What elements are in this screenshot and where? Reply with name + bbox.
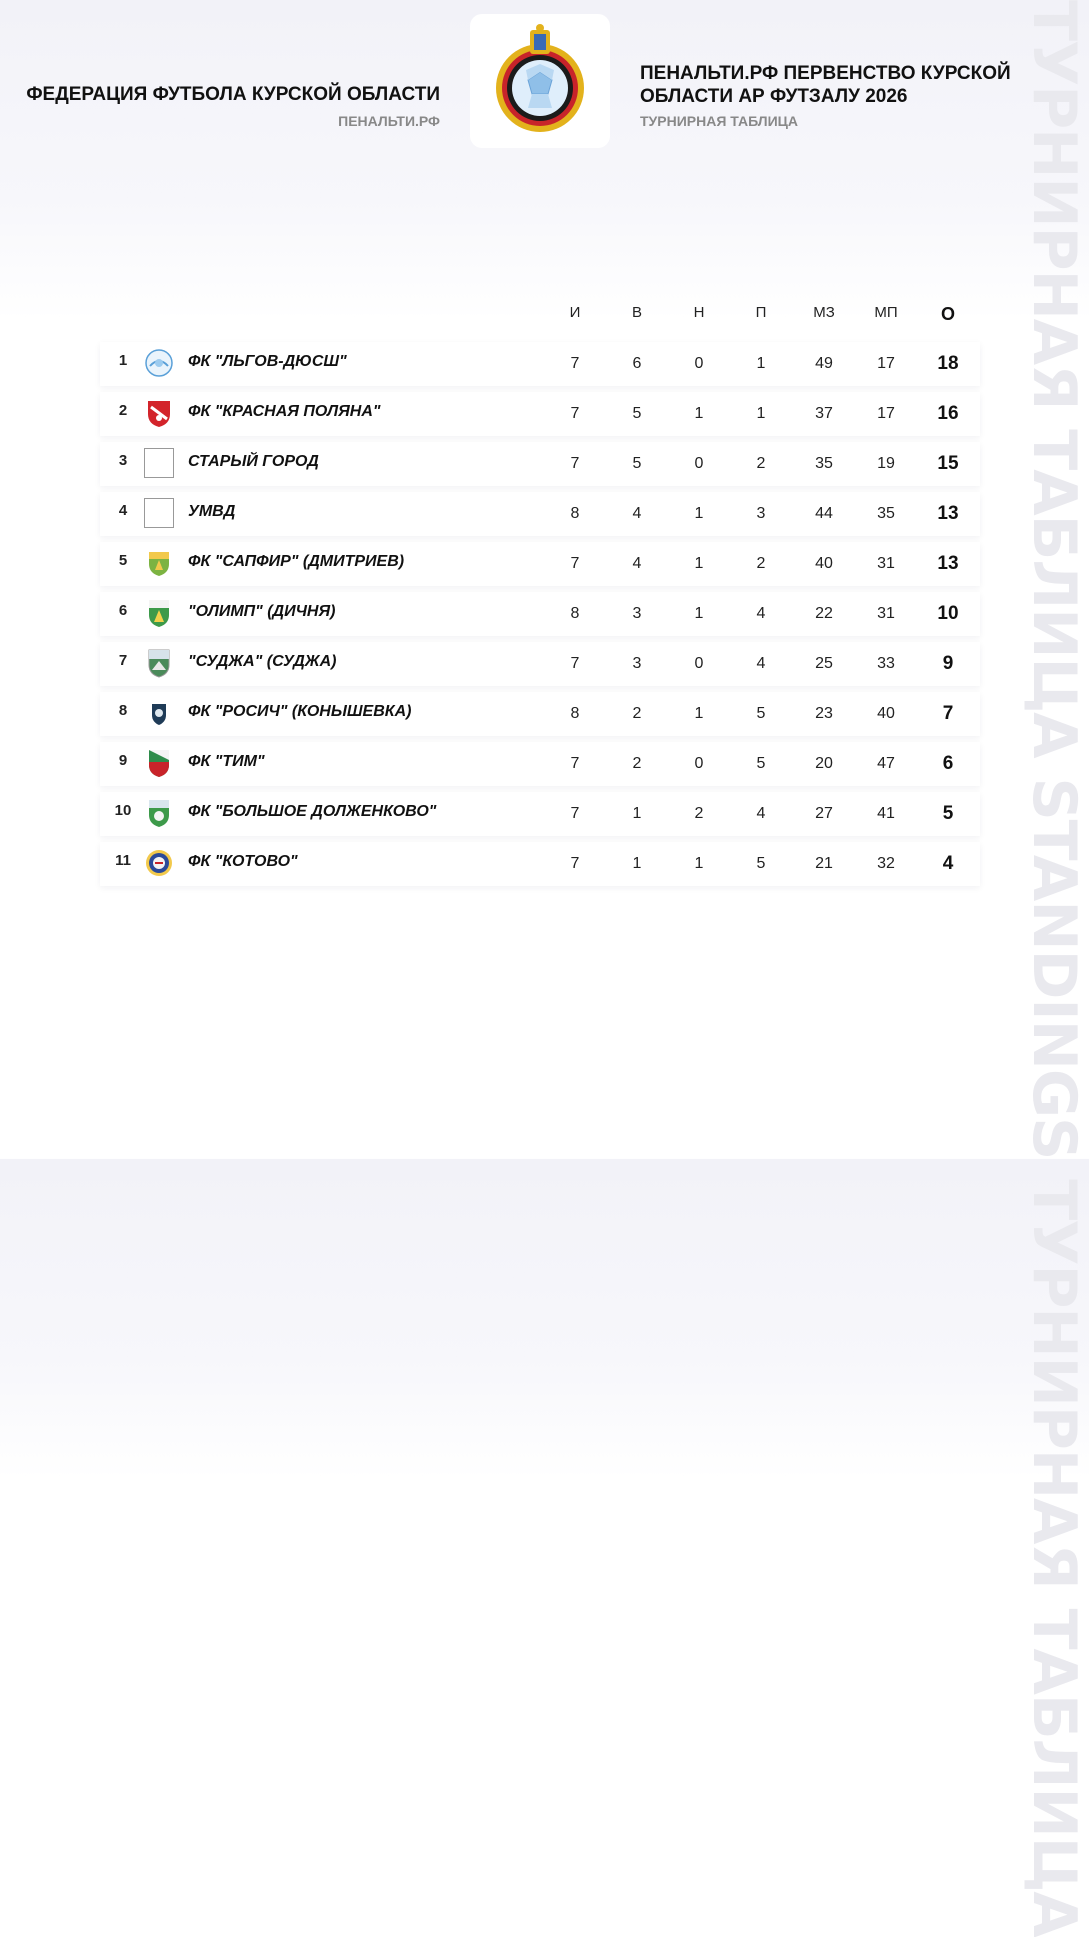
lgov-emblem-icon [144,348,174,378]
table-row[interactable] [100,742,980,786]
points: 4 [942,853,954,874]
won: 3 [632,655,642,672]
sudzha-emblem-icon [144,648,174,678]
sapfir-emblem-icon [144,548,174,578]
col-header-played: И [569,304,581,321]
points: 9 [942,653,954,674]
lost: 5 [756,705,766,722]
kotovo-emblem-icon [144,848,174,878]
team-name[interactable]: ФК "ТИМ" [188,753,265,770]
team-name[interactable]: "ОЛИМП" (ДИЧНЯ) [188,603,336,620]
drawn: 1 [694,405,704,422]
position: 6 [118,602,128,619]
table-row[interactable] [100,442,980,486]
played: 8 [570,605,580,622]
goals-conceded: 19 [877,455,895,472]
lost: 2 [756,555,766,572]
col-header-conceded: МП [874,304,898,321]
drawn: 0 [694,355,704,372]
points: 6 [942,753,954,774]
position: 9 [118,752,128,769]
drawn: 0 [694,455,704,472]
goals-scored: 37 [815,405,833,422]
won: 2 [632,755,642,772]
goals-conceded: 41 [877,805,895,822]
team-name[interactable]: ФК "КОТОВО" [188,853,298,870]
drawn: 1 [694,855,704,872]
lost: 1 [756,405,766,422]
krasnaya-polyana-emblem-icon [144,398,174,428]
goals-conceded: 35 [877,505,895,522]
position: 1 [118,352,128,369]
goals-scored: 27 [815,805,833,822]
goals-conceded: 31 [877,605,895,622]
col-header-scored: МЗ [813,304,835,321]
goals-conceded: 32 [877,855,895,872]
federation-header [26,84,440,129]
tournament-subtitle: ТУРНИРНАЯ ТАБЛИЦА [640,113,798,129]
table-row[interactable] [100,592,980,636]
table-row[interactable] [100,842,980,886]
position: 3 [118,452,128,469]
goals-scored: 49 [815,355,833,372]
watermark-text: ТУРНИРНАЯ ТАБЛИЦА STANDINGS ТУРНИРНАЯ ТАБЛИЦА [1019,0,1089,1937]
won: 1 [632,805,642,822]
team-name[interactable]: ФК "КРАСНАЯ ПОЛЯНА" [188,403,381,420]
position: 11 [115,852,131,869]
goals-conceded: 47 [877,755,895,772]
lost: 1 [756,355,766,372]
broken-image-icon [144,448,174,478]
goals-conceded: 33 [877,655,895,672]
lost: 4 [756,655,766,672]
played: 7 [570,555,580,572]
team-name[interactable]: УМВД [188,503,236,520]
drawn: 1 [694,555,704,572]
tournament-title: ПЕНАЛЬТИ.РФ ПЕРВЕНСТВО КУРСКОЙ ОБЛАСТИ АР ФУТЗАЛУ 2026 [640,63,1011,107]
table-row[interactable] [100,792,980,836]
table-row[interactable] [100,492,980,536]
tim-emblem-icon [144,748,174,778]
position: 5 [118,552,128,569]
played: 7 [570,405,580,422]
team-name[interactable]: ФК "ЛЬГОВ-ДЮСШ" [188,353,347,370]
table-row[interactable] [100,392,980,436]
table-row[interactable] [100,342,980,386]
col-header-lost: П [755,304,767,321]
won: 2 [632,705,642,722]
col-header-points: О [940,304,955,324]
federation-crest-icon [486,20,594,144]
lost: 2 [756,455,766,472]
played: 7 [570,455,580,472]
won: 5 [632,455,642,472]
lost: 5 [756,855,766,872]
drawn: 1 [694,705,704,722]
table-row[interactable] [100,542,980,586]
drawn: 2 [694,805,704,822]
played: 8 [570,505,580,522]
goals-scored: 22 [815,605,833,622]
goals-scored: 44 [815,505,833,522]
goals-conceded: 31 [877,555,895,572]
federation-logo [470,14,610,148]
played: 7 [570,855,580,872]
table-row[interactable] [100,692,980,736]
team-name[interactable]: ФК "БОЛЬШОЕ ДОЛЖЕНКОВО" [188,803,437,820]
team-name[interactable]: ФК "САПФИР" (ДМИТРИЕВ) [188,553,405,570]
goals-conceded: 17 [877,355,895,372]
table-row[interactable] [100,642,980,686]
team-name[interactable]: "СУДЖА" (СУДЖА) [188,653,337,670]
points: 13 [937,553,959,574]
team-name[interactable]: ФК "РОСИЧ" (КОНЫШЕВКА) [188,703,412,720]
position: 4 [118,502,128,519]
lost: 5 [756,755,766,772]
olimp-emblem-icon [144,598,174,628]
goals-scored: 35 [815,455,833,472]
drawn: 1 [694,505,704,522]
points: 15 [937,453,959,474]
col-header-won: В [631,304,642,321]
position: 10 [114,802,132,819]
federation-subtitle[interactable]: ПЕНАЛЬТИ.РФ [338,113,440,129]
team-name[interactable]: СТАРЫЙ ГОРОД [188,453,319,470]
points: 5 [942,803,954,824]
drawn: 0 [694,655,704,672]
played: 7 [570,805,580,822]
won: 3 [632,605,642,622]
goals-conceded: 17 [877,405,895,422]
goals-conceded: 40 [877,705,895,722]
played: 8 [570,705,580,722]
broken-image-icon [144,498,174,528]
tournament-header [640,62,1020,129]
won: 6 [632,355,642,372]
lost: 4 [756,605,766,622]
played: 7 [570,655,580,672]
drawn: 1 [694,605,704,622]
goals-scored: 20 [815,755,833,772]
drawn: 0 [694,755,704,772]
points: 13 [937,503,959,524]
goals-scored: 21 [815,855,833,872]
goals-scored: 40 [815,555,833,572]
lost: 4 [756,805,766,822]
lost: 3 [756,505,766,522]
rosich-emblem-icon [144,698,174,728]
played: 7 [570,355,580,372]
dolzhenkovo-emblem-icon [144,798,174,828]
col-header-drawn: Н [693,304,705,321]
won: 5 [632,405,642,422]
won: 1 [632,855,642,872]
points: 18 [937,353,959,374]
points: 7 [942,703,954,724]
points: 10 [937,603,959,624]
points: 16 [937,403,959,424]
position: 8 [118,702,128,719]
federation-title: ФЕДЕРАЦИЯ ФУТБОЛА КУРСКОЙ ОБЛАСТИ [26,84,440,105]
won: 4 [632,555,642,572]
won: 4 [632,505,642,522]
position: 7 [118,652,128,669]
goals-scored: 23 [815,705,833,722]
position: 2 [118,402,128,419]
played: 7 [570,755,580,772]
goals-scored: 25 [815,655,833,672]
